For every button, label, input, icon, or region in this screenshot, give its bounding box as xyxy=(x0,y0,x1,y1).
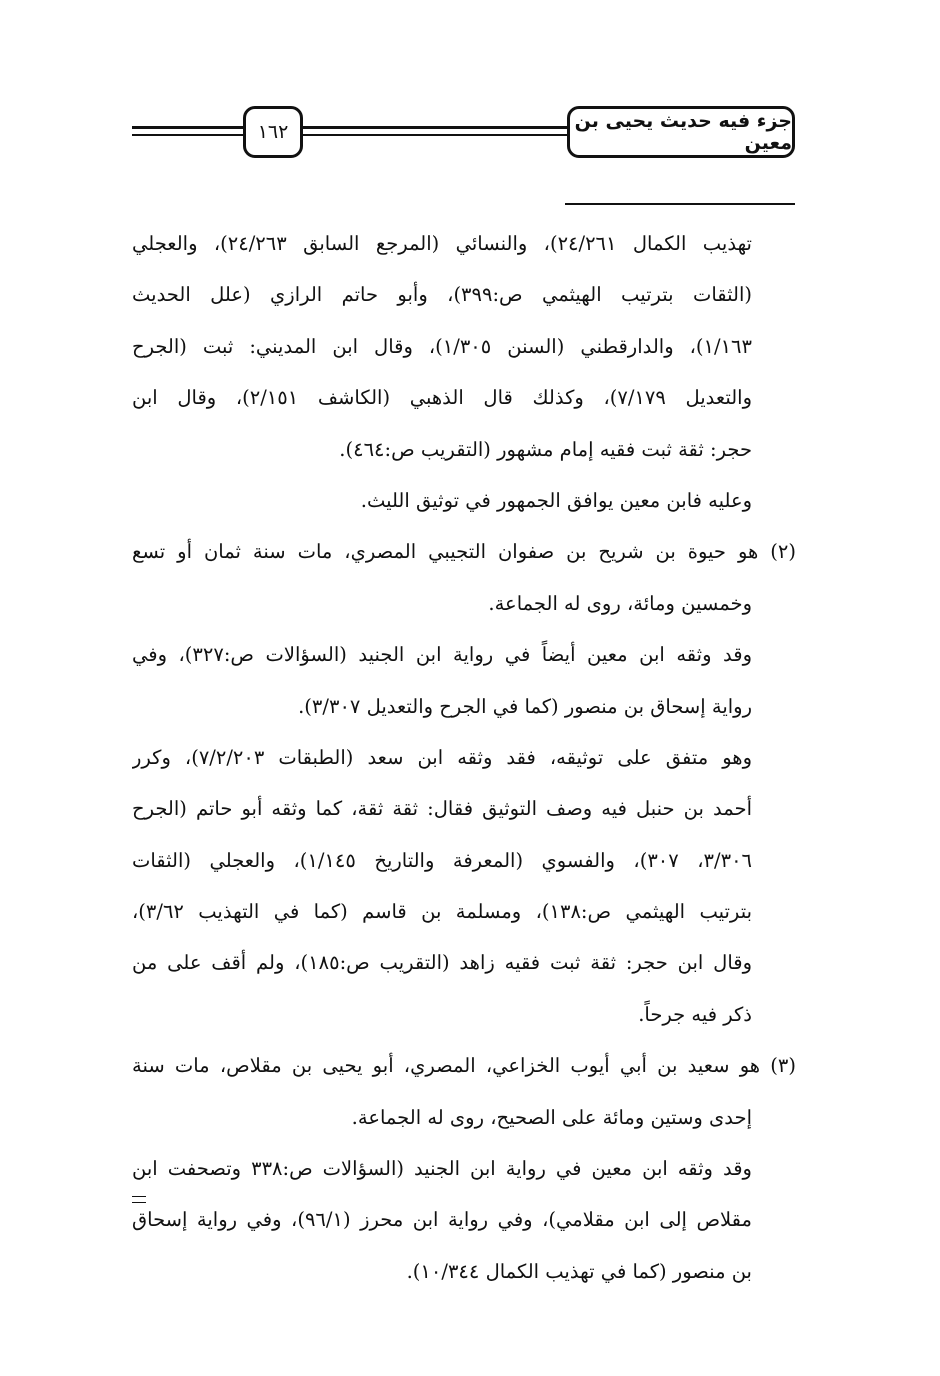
footnotes-text xyxy=(132,218,796,1297)
header-rule-middle xyxy=(302,134,568,136)
text-line: (٢) هو حيوة بن شريح بن صفوان التجيبي المصري، مات سنة ثمان أو تسع xyxy=(132,540,796,564)
header-rule-left xyxy=(132,126,244,129)
text-line: ١/١٦٣)، والدارقطني (السنن ١/٣٠٥)، وقال ابن المديني: ثبت (الجرح xyxy=(132,334,752,358)
text-line: وهو متفق على توثيقه، فقد وثقه ابن سعد (الطبقات ٧/٢/٢٠٣)، وكرر xyxy=(132,745,752,769)
text-line: بترتيب الهيثمي ص:١٣٨)، ومسلمة بن قاسم (كما في التهذيب ٣/٦٢)، xyxy=(132,900,753,924)
text-line: مقلاص إلى ابن مقلامي)، وفي رواية ابن محرز (٩٦/١)، وفي رواية إسحاق xyxy=(132,1208,752,1232)
text-line: وعليه فابن معين يوافق الجمهور في توثيق الليث. xyxy=(360,488,752,512)
end-mark xyxy=(132,1196,146,1203)
text-line: بن منصور (كما في تهذيب الكمال ١٠/٣٤٤). xyxy=(406,1259,752,1283)
footnote-separator xyxy=(565,203,795,205)
text-line: إحدى وستين ومائة على الصحيح، روى له الجماعة. xyxy=(351,1105,752,1129)
text-line: (٣) هو سعيد بن أبي أيوب الخزاعي، المصري، أبو يحيى بن مقلاص، مات سنة xyxy=(132,1054,796,1078)
text-line: ٣/٣٠٦، ٣٠٧)، والفسوي (المعرفة والتاريخ ١/١٤٥)، والعجلي (الثقات xyxy=(132,848,753,872)
header-rule-left xyxy=(132,134,244,136)
text-line: ذكر فيه جرحاً. xyxy=(638,1002,752,1026)
text-line: (الثقات بترتيب الهيثمي ص:٣٩٩)، وأبو حاتم الرازي (علل الحديث xyxy=(132,283,752,307)
running-title: جزء فيه حديث يحيى بن معين xyxy=(567,106,795,158)
text-line: وقد وثقه ابن معين في رواية ابن الجنيد (السؤالات ص:٣٣٨ وتصحفت ابن xyxy=(132,1157,752,1181)
text-line: أحمد بن حنبل فيه وصف التوثيق فقال: ثقة ثقة، كما وثقه أبو حاتم (الجرح xyxy=(132,797,752,821)
text-line: رواية إسحاق بن منصور (كما في الجرح والتعديل ٣/٣٠٧). xyxy=(298,694,752,718)
text-line: والتعديل ٧/١٧٩)، وكذلك قال الذهبي (الكاشف ٢/١٥١)، وقال ابن xyxy=(132,386,752,410)
text-line: حجر: ثقة ثبت فقيه إمام مشهور (التقريب ص:٤٦٤). xyxy=(339,437,752,461)
text-line: وخمسين ومائة، روى له الجماعة. xyxy=(488,591,752,615)
text-line: وقد وثقه ابن معين أيضاً في رواية ابن الجنيد (السؤالات ص:٣٢٧)، وفي xyxy=(132,643,752,667)
text-line: وقال ابن حجر: ثقة ثبت فقيه زاهد (التقريب ص:١٨٥)، ولم أقف على من xyxy=(132,951,753,975)
page-number: ١٦٢ xyxy=(243,106,303,158)
header-rule-middle xyxy=(302,126,568,129)
text-line: تهذيب الكمال ٢٤/٢٦١)، والنسائي (المرجع السابق ٢٤/٢٦٣)، والعجلي xyxy=(132,232,752,255)
